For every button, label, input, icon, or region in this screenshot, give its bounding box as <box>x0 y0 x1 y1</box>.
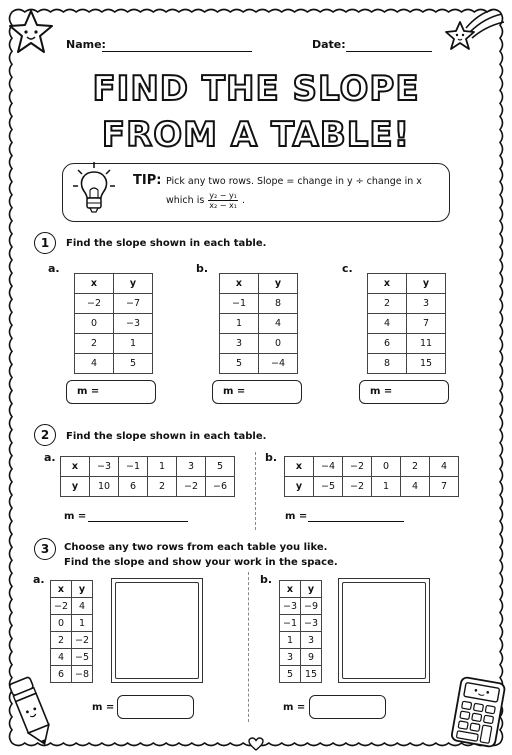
table-cell: 2 <box>368 294 407 314</box>
table-cell: 3 <box>280 649 301 666</box>
s3-table-a <box>50 580 93 683</box>
section-1-instruction: Find the slope shown in each table. <box>66 238 267 249</box>
xy-table <box>367 273 446 374</box>
table-row <box>220 334 298 354</box>
table-cell: 3 <box>301 632 322 649</box>
table-cell: 5 <box>220 354 259 374</box>
s2-answer-b[interactable] <box>308 510 404 522</box>
s3-part-b-label: b. <box>260 573 273 586</box>
smiling-star-icon <box>6 8 56 56</box>
section-3-instruction-1: Choose any two rows from each table you like. <box>64 542 328 553</box>
s2-answer-a[interactable] <box>88 510 188 522</box>
table-cell: 7 <box>407 314 446 334</box>
s2-table-b <box>284 456 459 497</box>
xy-table <box>219 273 298 374</box>
y-row <box>285 477 459 497</box>
table-cell: −2 <box>72 632 93 649</box>
table-cell: 15 <box>407 354 446 374</box>
lightbulb-icon <box>70 160 118 216</box>
table-cell: 1 <box>372 477 401 497</box>
xy-table <box>284 456 459 497</box>
table-cell: −2 <box>343 477 372 497</box>
table-cell: 11 <box>407 334 446 354</box>
table-cell: −9 <box>301 598 322 615</box>
s1-table-b <box>219 273 298 374</box>
table-cell: 1 <box>72 615 93 632</box>
table-row <box>75 354 153 374</box>
table-cell: −4 <box>259 354 298 374</box>
table-cell: −2 <box>343 457 372 477</box>
table-row <box>368 314 446 334</box>
table-cell: −2 <box>51 598 72 615</box>
s1-part-c-label: c. <box>342 262 353 275</box>
s1-answer-c[interactable]: m = <box>359 380 449 404</box>
row-header: x <box>61 457 90 477</box>
table-cell: 1 <box>220 314 259 334</box>
table-cell: 0 <box>372 457 401 477</box>
column-header: x <box>75 274 114 294</box>
table-cell: −8 <box>72 666 93 683</box>
table-cell: 5 <box>114 354 153 374</box>
section-3-number: 3 <box>34 538 56 560</box>
xy-table <box>60 456 235 497</box>
page-title <box>60 60 452 158</box>
table-cell: −7 <box>114 294 153 314</box>
table-cell: 4 <box>401 477 430 497</box>
table-cell: 15 <box>301 666 322 683</box>
s3-answer-a[interactable] <box>117 695 194 719</box>
table-cell: 0 <box>75 314 114 334</box>
slope-fraction <box>208 191 238 210</box>
column-header: y <box>407 274 446 294</box>
table-cell: −3 <box>301 615 322 632</box>
table-cell: 4 <box>368 314 407 334</box>
table-cell: 0 <box>259 334 298 354</box>
s3-m-label-a: m = <box>92 702 115 713</box>
table-row <box>220 354 298 374</box>
s3-table-b <box>279 580 322 683</box>
table-cell: −3 <box>280 598 301 615</box>
table-cell: 4 <box>72 598 93 615</box>
table-cell: 2 <box>148 477 177 497</box>
table-cell: 1 <box>280 632 301 649</box>
date-label: Date: <box>312 38 346 51</box>
table-row <box>280 632 322 649</box>
s3-m-label-b: m = <box>283 702 306 713</box>
table-cell: 6 <box>119 477 148 497</box>
table-row <box>280 615 322 632</box>
table-row <box>368 334 446 354</box>
table-cell: −1 <box>280 615 301 632</box>
column-header: y <box>301 581 322 598</box>
table-cell: −2 <box>75 294 114 314</box>
s2-part-a-label: a. <box>44 451 56 464</box>
table-cell: 3 <box>407 294 446 314</box>
fraction-numerator: y₂ − y₁ <box>209 191 237 200</box>
table-cell: 9 <box>301 649 322 666</box>
table-cell: 1 <box>148 457 177 477</box>
table-cell: 3 <box>220 334 259 354</box>
table-row <box>51 632 93 649</box>
section-2-number: 2 <box>34 424 56 446</box>
section-2-instruction: Find the slope shown in each table. <box>66 431 267 442</box>
s1-answer-b[interactable]: m = <box>212 380 302 404</box>
table-cell: −4 <box>314 457 343 477</box>
calculator-icon <box>448 676 508 750</box>
s3-part-a-label: a. <box>33 573 45 586</box>
table-cell: 4 <box>430 457 459 477</box>
date-field[interactable] <box>346 40 432 52</box>
table-cell: −5 <box>72 649 93 666</box>
table-row <box>368 294 446 314</box>
s2-table-a <box>60 456 235 497</box>
table-cell: 10 <box>90 477 119 497</box>
column-header: x <box>51 581 72 598</box>
s2-divider <box>255 452 256 530</box>
table-cell: 2 <box>51 632 72 649</box>
s1-part-a-label: a. <box>48 262 60 275</box>
table-cell: −1 <box>220 294 259 314</box>
tip-period: . <box>241 195 245 207</box>
s1-part-b-label: b. <box>196 262 209 275</box>
title-line-2: FROM A TABLE! <box>101 115 411 155</box>
title-line-1: FIND THE SLOPE <box>92 69 420 109</box>
table-cell: −2 <box>177 477 206 497</box>
s1-table-c <box>367 273 446 374</box>
table-cell: −6 <box>206 477 235 497</box>
s3-work-area-b[interactable] <box>338 578 430 683</box>
table-row <box>75 294 153 314</box>
table-row <box>280 666 322 683</box>
s2-part-b-label: b. <box>265 451 278 464</box>
tip-box <box>62 163 450 222</box>
section-1-number: 1 <box>34 232 56 254</box>
table-cell: 4 <box>75 354 114 374</box>
table-cell: 2 <box>401 457 430 477</box>
table-cell: 6 <box>51 666 72 683</box>
x-row <box>285 457 459 477</box>
table-header-row <box>51 581 93 598</box>
table-header-row <box>368 274 446 294</box>
table-row <box>220 294 298 314</box>
table-cell: 8 <box>368 354 407 374</box>
table-cell: 6 <box>368 334 407 354</box>
x-row <box>61 457 235 477</box>
heart-icon <box>248 737 264 751</box>
y-row <box>61 477 235 497</box>
table-cell: 5 <box>206 457 235 477</box>
xy-table <box>50 580 93 683</box>
table-cell: 1 <box>114 334 153 354</box>
table-row <box>51 615 93 632</box>
table-row <box>51 598 93 615</box>
table-row <box>280 649 322 666</box>
table-cell: 7 <box>430 477 459 497</box>
table-cell: 2 <box>75 334 114 354</box>
s2-m-label-a: m = <box>64 511 87 522</box>
s3-answer-b[interactable] <box>309 695 386 719</box>
table-cell: 8 <box>259 294 298 314</box>
column-header: y <box>72 581 93 598</box>
table-row <box>75 314 153 334</box>
name-field[interactable] <box>102 40 252 52</box>
table-row <box>51 649 93 666</box>
table-cell: −1 <box>119 457 148 477</box>
table-cell: −3 <box>90 457 119 477</box>
table-row <box>220 314 298 334</box>
column-header: y <box>114 274 153 294</box>
pencil-icon <box>4 670 60 750</box>
table-cell: −5 <box>314 477 343 497</box>
table-header-row <box>75 274 153 294</box>
row-header: y <box>61 477 90 497</box>
table-row <box>368 354 446 374</box>
column-header: x <box>280 581 301 598</box>
s3-work-area-a[interactable] <box>111 578 203 683</box>
table-header-row <box>280 581 322 598</box>
table-cell: −3 <box>114 314 153 334</box>
xy-table <box>279 580 322 683</box>
s1-answer-a[interactable]: m = <box>66 380 156 404</box>
shooting-star-icon <box>440 8 506 58</box>
column-header: y <box>259 274 298 294</box>
s1-table-a <box>74 273 153 374</box>
table-cell: 3 <box>177 457 206 477</box>
column-header: x <box>368 274 407 294</box>
table-row <box>280 598 322 615</box>
section-3-instruction-2: Find the slope and show your work in the space. <box>64 557 338 568</box>
xy-table <box>74 273 153 374</box>
column-header: x <box>220 274 259 294</box>
table-header-row <box>220 274 298 294</box>
row-header: x <box>285 457 314 477</box>
table-cell: 0 <box>51 615 72 632</box>
table-row <box>75 334 153 354</box>
tip-label: TIP: <box>133 173 162 188</box>
s2-m-label-b: m = <box>285 511 308 522</box>
fraction-denominator: x₂ − x₁ <box>209 201 237 211</box>
tip-which-is: which is <box>166 195 205 207</box>
tip-formula <box>166 191 245 210</box>
table-cell: 4 <box>51 649 72 666</box>
table-cell: 4 <box>259 314 298 334</box>
row-header: y <box>285 477 314 497</box>
name-label: Name: <box>66 38 106 51</box>
s3-divider <box>248 572 249 722</box>
tip-text: Pick any two rows. Slope = change in y ÷ change in x <box>166 176 422 187</box>
table-cell: 5 <box>280 666 301 683</box>
